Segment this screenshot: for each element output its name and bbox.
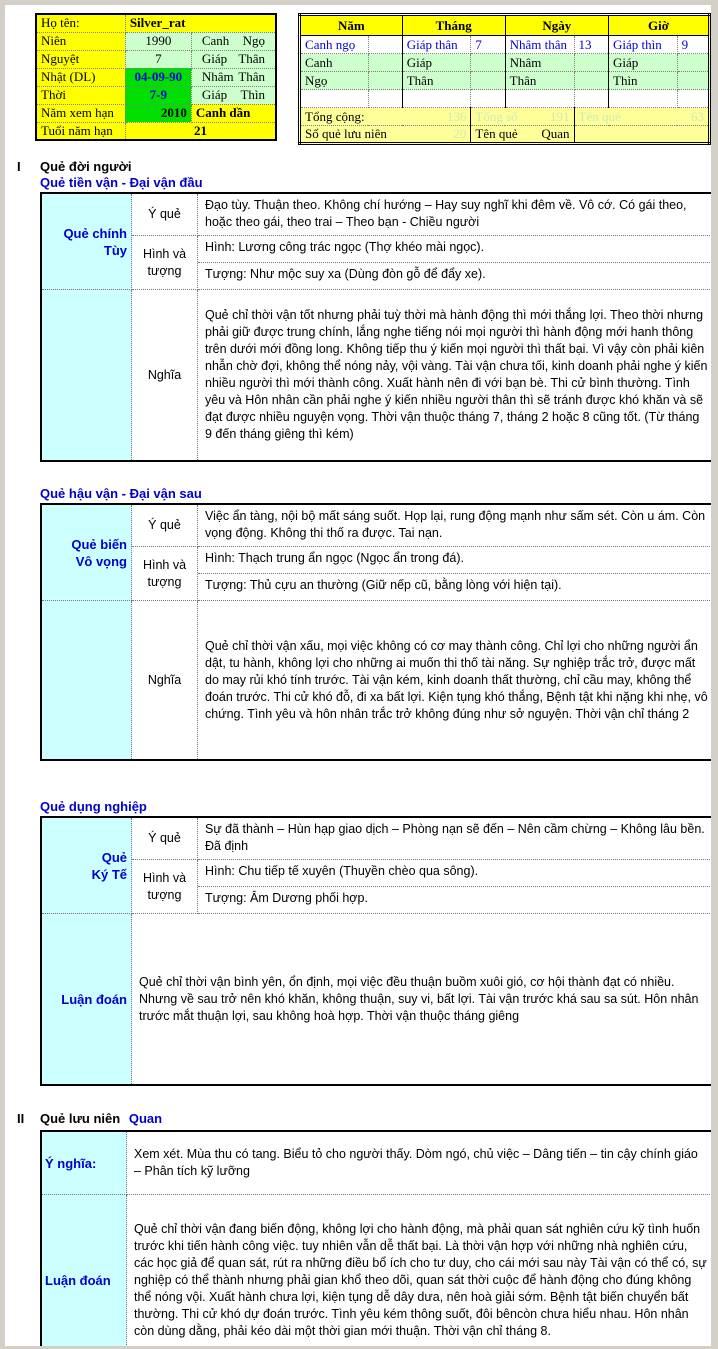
pillars-can-row (300, 54, 710, 72)
que-name: Vô vọng (75, 553, 127, 569)
sub3-heading: Quẻ dụng nghiệp (40, 799, 147, 814)
nghia-label: Nghĩa (132, 290, 198, 460)
ten-que-value: Quan (541, 126, 570, 141)
row-nien (36, 32, 276, 50)
y-que-text: Đạo tùy. Thuận theo. Không chí hướng – Hay suy nghĩ khi đêm về. Vô cớ. Có gái theo, hoặc theo gái, theo trai – Theo bạn - Chiều người (198, 194, 711, 236)
ten-que-cell (471, 126, 574, 144)
y-que-label: Ý quẻ (132, 505, 198, 547)
thang-num: 7 (471, 36, 505, 54)
ngay-num: 13 (574, 36, 608, 54)
so-que-luu-nien-cell (300, 126, 471, 144)
luan-doan-label: Luận đoán (42, 914, 132, 1084)
section-i-numeral: I (17, 159, 21, 174)
nien-can: Canh (201, 33, 230, 48)
nien-label: Niên (36, 32, 125, 50)
row-nhat (36, 68, 276, 86)
nghia-text: Quẻ chỉ thời vận tốt nhưng phải tuỳ thời mà hành động thì mới thắng lợi. Theo thời nhưng phải giữ được trung chính, lắng nghe tiếng nói mọi người thì hành động mới hanh thông trên dưới mới đồng long. Không tiếp thu ý kiến mọi người thì thất bại. Vì vậy còn phải kiên nhẫn chờ đợi, không thể nóng nảy, vội vàng. Tài vận chưa tối, kinh doanh phải nghe ý kiến nhiều người thì mới thành công. Xuất hành nên đi với bạn bè. Thi cử bình thường. Tình yêu và Hôn nhân cần phải nghe ý kiến nhiều người thân thì sẽ tránh được khó khăn và sẽ đạt được nhiều nguyện vọng. Thời vận thuộc tháng 7, tháng 2 hoặc 8 cũng tốt. (Từ tháng 9 đến tháng giêng thì kém) (205, 308, 708, 441)
ngay-chi: Thân (505, 72, 574, 90)
que-chinh-label (42, 194, 132, 290)
ten-que-label: Tên quẻ (475, 126, 518, 141)
row-nam-xem-han (36, 104, 276, 122)
nam-xem-han-label: Năm xem hạn (36, 104, 125, 122)
y-que-text: Việc ẩn tàng, nội bộ mất sáng suốt. Họp lại, rung động mạnh như sấm sét. Còn u ám. Còn vọng động. Không thi thố ra được. Tai nạn. (198, 505, 711, 547)
nam-chi: Ngọ (300, 72, 369, 90)
que-ky-te-label (42, 818, 132, 914)
row-ho-ten (36, 14, 276, 32)
y-que-label: Ý quẻ (132, 194, 198, 236)
tuong-text: Tượng: Thủ cựu an thường (Giữ nếp cũ, bằng lòng với hiện tại). (198, 574, 711, 601)
sub1-heading: Quẻ tiền vận - Đại vận đầu (40, 175, 203, 190)
que-type: Quẻ chính (63, 225, 127, 241)
hinh-text: Hình: Thạch trung ẩn ngọc (Ngọc ẩn trong đá). (198, 547, 711, 574)
four-pillars-table (298, 13, 711, 145)
y-que-text: Sự đã thành – Hùn hạp giao dịch – Phòng nạn sẽ đến – Nên cầm chừng – Không lâu bền. Đã định (198, 818, 711, 860)
tong-so-faint-value: 191 (550, 108, 570, 124)
gio-can: Giáp (609, 54, 678, 72)
ho-ten-label: Họ tên: (36, 14, 125, 32)
person-info-table (35, 13, 277, 141)
que-bien-empty-cell (42, 601, 132, 759)
que-type: Quẻ (101, 849, 127, 865)
thoi-value: 7-9 (125, 86, 191, 104)
totals-cell-c (574, 108, 709, 126)
tuong-text: Tượng: Như mộc suy xa (Dùng đòn gỗ để đẩy xe). (198, 263, 711, 290)
section-i-heading (5, 159, 711, 174)
luan-doan-text: Quẻ chỉ thời vận bình yên, ổn định, mọi việc đều thuận buồm xuôi gió, cơ hội thành đạt có nhiều. Nhưng về sau trở nên khó khăn, không thuận, suy vi, bất lợi. Tài vận trước khá sau sa sút. Hôn nhân trước mắt thuận lợi, sau không hoà hợp. Thời vận thuộc tháng giêng (139, 974, 699, 1023)
y-nghia-label: Ý nghĩa: (42, 1132, 127, 1195)
luan-doan-text: Quẻ chỉ thời vận đang biến động, không lợi cho hành động, mà phải quan sát nghiên cứu kỹ tình huốn trước khi tiến hành công việc. tuy nhiên vẫn dễ thất bại. Là thời vận hợp với những nhà nghiên cứu, các học giả để quan sát, rút ra những điều bổ ích cho tư duy, cho cái mới sau này Tài vận có thể có, sự nghiệp có thể thành nhưng phải gian khổ theo dõi, quan sát thời cuộc để hành động cho đúng không thể nóng vội. Xuất hành chưa lợi, kiện tụng dễ dây dưa, nên hoà giải sớm. Bệnh tật biến chuyển bất thường. Thi cử khó dự đoán trước. Tình yêu kém thông suốt, đôi bêncòn chưa hiểu nhau. Hôn nhân còn dùng dằng, phải kéo dài một thời gian mới thuận. Thời vận chỉ tháng 8. (134, 1221, 707, 1338)
row-thoi (36, 86, 276, 104)
thoi-can: Giáp (201, 87, 228, 102)
nghia-text: Quẻ chỉ thời vận xấu, mọi việc không có cơ may thành công. Chỉ lợi cho những người ẩn dật, tu hành, không lợi cho những ai muốn thi thố tài năng. Sự nghiệp trắc trở, được mất do may rủi khó tính trước. Tài vận kém, kinh doanh thất thường, chỉ cầu may, không thể đoán trước. Thi cử khó đỗ, đi xa bất lợi. Kiện tụng khó thắng, Bệnh tật khi nặng khi nhẹ, vô chứng. Tình yêu và hôn nhân trắc trở không đúng như sở nguyện. Thời vận chỉ tháng 2 (205, 638, 708, 721)
que-bien-table (40, 503, 711, 761)
que-luu-nien-table (40, 1130, 711, 1346)
nguyet-canchi (191, 50, 276, 68)
que-chinh-table (40, 192, 711, 462)
ten-que-faint-label: Tên quẻ (578, 108, 621, 124)
nguyet-can: Giáp (201, 51, 228, 66)
que-chinh-empty-cell (42, 290, 132, 460)
pillars-header-row (300, 15, 710, 36)
que-bien-label (42, 505, 132, 601)
pillars-empty-row (300, 90, 710, 108)
nhat-chi: Thân (238, 69, 266, 84)
so-que-luu-nien-faint: 20 (453, 126, 467, 141)
tong-cong-faint-value: 136 (446, 108, 467, 124)
nam-xem-han-value: 2010 (125, 104, 191, 122)
tong-so-faint-label: Tổng số (475, 108, 518, 124)
thoi-chi: Thìn (240, 87, 266, 102)
totals-cell-b (471, 108, 574, 126)
header-thang: Tháng (402, 15, 505, 36)
nam-can: Canh (300, 54, 369, 72)
thang-chi: Thân (402, 72, 471, 90)
nguyet-value: 7 (125, 50, 191, 68)
ho-ten-value: Silver_rat (125, 14, 276, 32)
gio-chi: Thìn (609, 72, 678, 90)
row-nguyet (36, 50, 276, 68)
hinh-tuong-label: Hình và tượng (132, 860, 198, 914)
tong-cong-label: Tổng cộng: (305, 108, 365, 124)
nam-canchi: Canh ngọ (300, 36, 369, 54)
tuoi-nam-han-label: Tuổi năm hạn (36, 122, 125, 140)
que-name: Ký Tế (91, 866, 127, 882)
nhat-label: Nhật (DL) (36, 68, 125, 86)
que-name: Tùy (103, 242, 127, 258)
hinh-text: Hình: Lương công trác ngọc (Thợ khéo mài ngọc). (198, 236, 711, 263)
ten-que-faint-value: 63 (691, 108, 704, 124)
nguyet-label: Nguyệt (36, 50, 125, 68)
tuoi-nam-han-value: 21 (125, 122, 276, 140)
nhat-can: Nhâm (201, 69, 234, 84)
totals-row (300, 108, 710, 126)
gio-canchi: Giáp thìn (609, 36, 678, 54)
y-que-label: Ý quẻ (132, 818, 198, 860)
ngay-can: Nhâm (505, 54, 574, 72)
totals-cell-a (300, 108, 471, 126)
nhat-canchi (191, 68, 276, 86)
nien-chi: Ngọ (242, 33, 266, 48)
pillars-canchi-row (300, 36, 710, 54)
nien-canchi (191, 32, 276, 50)
gio-num: 9 (677, 36, 709, 54)
section-i-title: Quẻ đời người (40, 159, 132, 174)
section-ii-que-name: Quan (128, 1111, 163, 1126)
header-nam: Năm (300, 15, 403, 36)
nam-xem-han-canchi: Canh dần (191, 104, 276, 122)
hinh-tuong-label: Hình và tượng (132, 236, 198, 290)
row-tuoi-nam-han (36, 122, 276, 140)
section-ii-heading (5, 1111, 711, 1126)
luan-doan-label: Luận đoán (42, 1195, 127, 1346)
report-page (5, 5, 711, 1346)
sub2-heading: Quẻ hậu vận - Đại vận sau (40, 486, 202, 501)
pillars-chi-row (300, 72, 710, 90)
que-dung-nghiep-table (40, 816, 711, 1086)
nam-num (368, 36, 402, 54)
tuong-text: Tượng: Âm Dương phối hợp. (198, 887, 711, 914)
nhat-value: 04-09-90 (125, 68, 191, 86)
nguyet-chi: Thân (238, 51, 266, 66)
thang-canchi: Giáp thân (402, 36, 471, 54)
thoi-canchi (191, 86, 276, 104)
nien-value: 1990 (125, 32, 191, 50)
section-ii-numeral: II (17, 1111, 25, 1126)
so-que-luu-nien-label: Số quẻ lưu niên (305, 126, 387, 141)
header-gio: Giờ (609, 15, 710, 36)
header-ngay: Ngày (505, 15, 608, 36)
hinh-text: Hình: Chu tiếp tế xuyên (Thuyền chèo qua sông). (198, 860, 711, 887)
hinh-tuong-label: Hình và tượng (132, 547, 198, 601)
thang-can: Giáp (402, 54, 471, 72)
section-ii-title: Quẻ lưu niên (40, 1111, 121, 1126)
ngay-canchi: Nhâm thân (505, 36, 574, 54)
header-tables (5, 5, 711, 145)
luu-nien-row (300, 126, 710, 144)
que-type: Quẻ biến (71, 536, 127, 552)
nghia-label: Nghĩa (132, 601, 198, 759)
y-nghia-text: Xem xét. Mùa thu có tang. Biểu tỏ cho người thấy. Dòm ngó, chủ việc – Dâng tiến – tin cậy chính giáo – Phân tích kỹ lưỡng (127, 1132, 711, 1195)
thoi-label: Thời (36, 86, 125, 104)
